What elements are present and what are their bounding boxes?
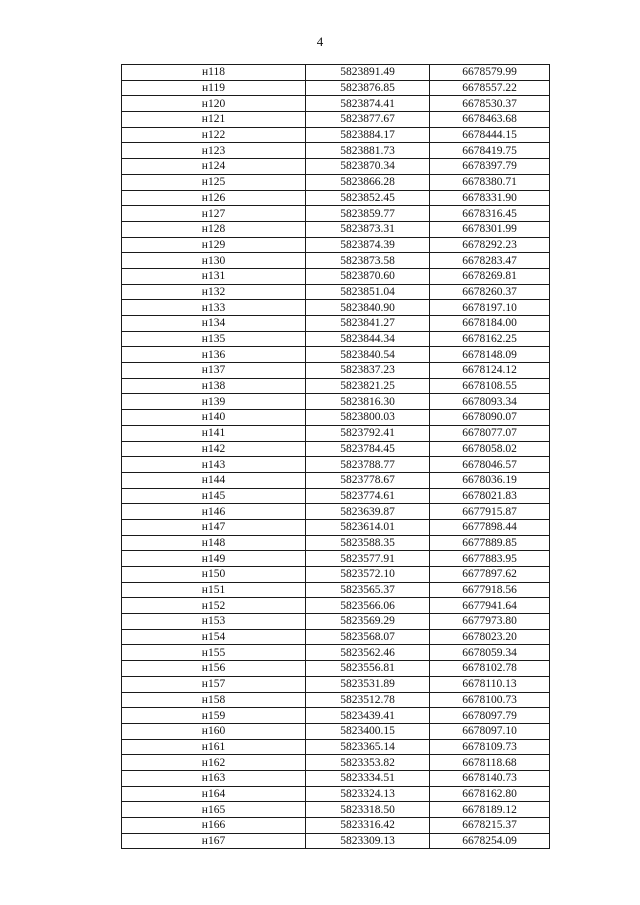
- table-row: [122, 504, 550, 520]
- table-row: [122, 708, 550, 724]
- y-coordinate-cell: 6678254.09: [430, 833, 550, 849]
- point-id-cell: н166: [122, 818, 306, 834]
- y-coordinate-cell: 6678023.20: [430, 629, 550, 645]
- x-coordinate-cell: 5823876.85: [306, 80, 430, 96]
- x-coordinate-cell: 5823792.41: [306, 425, 430, 441]
- point-id-cell: н152: [122, 598, 306, 614]
- x-coordinate-cell: 5823873.58: [306, 253, 430, 269]
- point-id-cell: н159: [122, 708, 306, 724]
- point-id-cell: н154: [122, 629, 306, 645]
- table-row: [122, 786, 550, 802]
- x-coordinate-cell: 5823316.42: [306, 818, 430, 834]
- table-row: [122, 629, 550, 645]
- point-id-cell: н120: [122, 96, 306, 112]
- y-coordinate-cell: 6678269.81: [430, 268, 550, 284]
- point-id-cell: н123: [122, 143, 306, 159]
- point-id-cell: н141: [122, 425, 306, 441]
- point-id-cell: н153: [122, 614, 306, 630]
- point-id-cell: н148: [122, 535, 306, 551]
- y-coordinate-cell: 6678463.68: [430, 112, 550, 128]
- point-id-cell: н151: [122, 582, 306, 598]
- table-row: [122, 268, 550, 284]
- table-row: [122, 112, 550, 128]
- point-id-cell: н142: [122, 441, 306, 457]
- y-coordinate-cell: 6678331.90: [430, 190, 550, 206]
- x-coordinate-cell: 5823400.15: [306, 723, 430, 739]
- y-coordinate-cell: 6677973.80: [430, 614, 550, 630]
- table-row: [122, 472, 550, 488]
- point-id-cell: н130: [122, 253, 306, 269]
- x-coordinate-cell: 5823353.82: [306, 755, 430, 771]
- y-coordinate-cell: 6677915.87: [430, 504, 550, 520]
- point-id-cell: н140: [122, 410, 306, 426]
- y-coordinate-cell: 6678124.12: [430, 363, 550, 379]
- y-coordinate-cell: 6677889.85: [430, 535, 550, 551]
- y-coordinate-cell: 6678058.02: [430, 441, 550, 457]
- x-coordinate-cell: 5823816.30: [306, 394, 430, 410]
- table-row: [122, 65, 550, 81]
- x-coordinate-cell: 5823309.13: [306, 833, 430, 849]
- y-coordinate-cell: 6678215.37: [430, 818, 550, 834]
- x-coordinate-cell: 5823840.90: [306, 300, 430, 316]
- x-coordinate-cell: 5823784.45: [306, 441, 430, 457]
- table-row: [122, 614, 550, 630]
- y-coordinate-cell: 6677918.56: [430, 582, 550, 598]
- x-coordinate-cell: 5823566.06: [306, 598, 430, 614]
- x-coordinate-cell: 5823568.07: [306, 629, 430, 645]
- y-coordinate-cell: 6678397.79: [430, 159, 550, 175]
- point-id-cell: н121: [122, 112, 306, 128]
- point-id-cell: н126: [122, 190, 306, 206]
- point-id-cell: н164: [122, 786, 306, 802]
- point-id-cell: н155: [122, 645, 306, 661]
- table-row: [122, 96, 550, 112]
- x-coordinate-cell: 5823821.25: [306, 378, 430, 394]
- table-row: [122, 582, 550, 598]
- table-row: [122, 441, 550, 457]
- x-coordinate-cell: 5823614.01: [306, 519, 430, 535]
- table-row: [122, 159, 550, 175]
- point-id-cell: н137: [122, 363, 306, 379]
- x-coordinate-cell: 5823800.03: [306, 410, 430, 426]
- table-row: [122, 80, 550, 96]
- table-row: [122, 425, 550, 441]
- table-row: [122, 535, 550, 551]
- table-row: [122, 692, 550, 708]
- table-row: [122, 316, 550, 332]
- x-coordinate-cell: 5823852.45: [306, 190, 430, 206]
- table-row: [122, 519, 550, 535]
- point-id-cell: н143: [122, 457, 306, 473]
- x-coordinate-cell: 5823569.29: [306, 614, 430, 630]
- x-coordinate-cell: 5823556.81: [306, 661, 430, 677]
- point-id-cell: н122: [122, 127, 306, 143]
- y-coordinate-cell: 6678419.75: [430, 143, 550, 159]
- x-coordinate-cell: 5823891.49: [306, 65, 430, 81]
- table-row: [122, 300, 550, 316]
- table-row: [122, 206, 550, 222]
- point-id-cell: н167: [122, 833, 306, 849]
- point-id-cell: н118: [122, 65, 306, 81]
- x-coordinate-cell: 5823874.39: [306, 237, 430, 253]
- y-coordinate-cell: 6678197.10: [430, 300, 550, 316]
- x-coordinate-cell: 5823873.31: [306, 221, 430, 237]
- y-coordinate-cell: 6678021.83: [430, 488, 550, 504]
- x-coordinate-cell: 5823318.50: [306, 802, 430, 818]
- point-id-cell: н149: [122, 551, 306, 567]
- point-id-cell: н133: [122, 300, 306, 316]
- y-coordinate-cell: 6678283.47: [430, 253, 550, 269]
- x-coordinate-cell: 5823778.67: [306, 472, 430, 488]
- point-id-cell: н119: [122, 80, 306, 96]
- point-id-cell: н127: [122, 206, 306, 222]
- y-coordinate-cell: 6678046.57: [430, 457, 550, 473]
- table-row: [122, 598, 550, 614]
- x-coordinate-cell: 5823837.23: [306, 363, 430, 379]
- x-coordinate-cell: 5823572.10: [306, 567, 430, 583]
- coordinates-table: [121, 64, 550, 849]
- y-coordinate-cell: 6677883.95: [430, 551, 550, 567]
- table-row: [122, 221, 550, 237]
- y-coordinate-cell: 6678100.73: [430, 692, 550, 708]
- point-id-cell: н161: [122, 739, 306, 755]
- point-id-cell: н158: [122, 692, 306, 708]
- point-id-cell: н128: [122, 221, 306, 237]
- table-row: [122, 331, 550, 347]
- y-coordinate-cell: 6678292.23: [430, 237, 550, 253]
- x-coordinate-cell: 5823565.37: [306, 582, 430, 598]
- x-coordinate-cell: 5823588.35: [306, 535, 430, 551]
- point-id-cell: н160: [122, 723, 306, 739]
- y-coordinate-cell: 6678260.37: [430, 284, 550, 300]
- y-coordinate-cell: 6678097.10: [430, 723, 550, 739]
- point-id-cell: н125: [122, 174, 306, 190]
- point-id-cell: н136: [122, 347, 306, 363]
- point-id-cell: н129: [122, 237, 306, 253]
- y-coordinate-cell: 6678162.25: [430, 331, 550, 347]
- y-coordinate-cell: 6678162.80: [430, 786, 550, 802]
- table-row: [122, 770, 550, 786]
- y-coordinate-cell: 6678059.34: [430, 645, 550, 661]
- point-id-cell: н135: [122, 331, 306, 347]
- table-row: [122, 661, 550, 677]
- y-coordinate-cell: 6678579.99: [430, 65, 550, 81]
- table-row: [122, 802, 550, 818]
- table-row: [122, 143, 550, 159]
- x-coordinate-cell: 5823774.61: [306, 488, 430, 504]
- y-coordinate-cell: 6678090.07: [430, 410, 550, 426]
- x-coordinate-cell: 5823841.27: [306, 316, 430, 332]
- x-coordinate-cell: 5823881.73: [306, 143, 430, 159]
- x-coordinate-cell: 5823866.28: [306, 174, 430, 190]
- y-coordinate-cell: 6677898.44: [430, 519, 550, 535]
- y-coordinate-cell: 6678316.45: [430, 206, 550, 222]
- y-coordinate-cell: 6678118.68: [430, 755, 550, 771]
- point-id-cell: н157: [122, 676, 306, 692]
- x-coordinate-cell: 5823788.77: [306, 457, 430, 473]
- table-row: [122, 645, 550, 661]
- y-coordinate-cell: 6678530.37: [430, 96, 550, 112]
- table-row: [122, 551, 550, 567]
- x-coordinate-cell: 5823365.14: [306, 739, 430, 755]
- x-coordinate-cell: 5823877.67: [306, 112, 430, 128]
- x-coordinate-cell: 5823577.91: [306, 551, 430, 567]
- x-coordinate-cell: 5823639.87: [306, 504, 430, 520]
- point-id-cell: н146: [122, 504, 306, 520]
- y-coordinate-cell: 6678077.07: [430, 425, 550, 441]
- y-coordinate-cell: 6678380.71: [430, 174, 550, 190]
- x-coordinate-cell: 5823439.41: [306, 708, 430, 724]
- table-row: [122, 488, 550, 504]
- point-id-cell: н138: [122, 378, 306, 394]
- point-id-cell: н162: [122, 755, 306, 771]
- x-coordinate-cell: 5823562.46: [306, 645, 430, 661]
- table-row: [122, 739, 550, 755]
- x-coordinate-cell: 5823870.60: [306, 268, 430, 284]
- point-id-cell: н134: [122, 316, 306, 332]
- y-coordinate-cell: 6677941.64: [430, 598, 550, 614]
- table-row: [122, 347, 550, 363]
- y-coordinate-cell: 6678148.09: [430, 347, 550, 363]
- y-coordinate-cell: 6678108.55: [430, 378, 550, 394]
- table-row: [122, 363, 550, 379]
- point-id-cell: н144: [122, 472, 306, 488]
- table-row: [122, 833, 550, 849]
- y-coordinate-cell: 6678093.34: [430, 394, 550, 410]
- y-coordinate-cell: 6678444.15: [430, 127, 550, 143]
- page-number: 4: [316, 34, 324, 49]
- point-id-cell: н150: [122, 567, 306, 583]
- y-coordinate-cell: 6678189.12: [430, 802, 550, 818]
- y-coordinate-cell: 6678109.73: [430, 739, 550, 755]
- point-id-cell: н145: [122, 488, 306, 504]
- x-coordinate-cell: 5823334.51: [306, 770, 430, 786]
- table-row: [122, 410, 550, 426]
- point-id-cell: н165: [122, 802, 306, 818]
- point-id-cell: н139: [122, 394, 306, 410]
- y-coordinate-cell: 6678557.22: [430, 80, 550, 96]
- x-coordinate-cell: 5823844.34: [306, 331, 430, 347]
- y-coordinate-cell: 6678036.19: [430, 472, 550, 488]
- y-coordinate-cell: 6678102.78: [430, 661, 550, 677]
- table-row: [122, 676, 550, 692]
- y-coordinate-cell: 6678097.79: [430, 708, 550, 724]
- x-coordinate-cell: 5823531.89: [306, 676, 430, 692]
- table-row: [122, 723, 550, 739]
- table-row: [122, 755, 550, 771]
- x-coordinate-cell: 5823512.78: [306, 692, 430, 708]
- table-row: [122, 567, 550, 583]
- y-coordinate-cell: 6678140.73: [430, 770, 550, 786]
- x-coordinate-cell: 5823851.04: [306, 284, 430, 300]
- point-id-cell: н147: [122, 519, 306, 535]
- x-coordinate-cell: 5823884.17: [306, 127, 430, 143]
- point-id-cell: н132: [122, 284, 306, 300]
- y-coordinate-cell: 6678184.00: [430, 316, 550, 332]
- table-row: [122, 818, 550, 834]
- x-coordinate-cell: 5823870.34: [306, 159, 430, 175]
- x-coordinate-cell: 5823324.13: [306, 786, 430, 802]
- x-coordinate-cell: 5823840.54: [306, 347, 430, 363]
- x-coordinate-cell: 5823874.41: [306, 96, 430, 112]
- table-row: [122, 284, 550, 300]
- y-coordinate-cell: 6678110.13: [430, 676, 550, 692]
- x-coordinate-cell: 5823859.77: [306, 206, 430, 222]
- table-row: [122, 378, 550, 394]
- table-row: [122, 237, 550, 253]
- table-row: [122, 127, 550, 143]
- table-row: [122, 394, 550, 410]
- y-coordinate-cell: 6677897.62: [430, 567, 550, 583]
- point-id-cell: н156: [122, 661, 306, 677]
- point-id-cell: н124: [122, 159, 306, 175]
- point-id-cell: н131: [122, 268, 306, 284]
- y-coordinate-cell: 6678301.99: [430, 221, 550, 237]
- point-id-cell: н163: [122, 770, 306, 786]
- table-row: [122, 174, 550, 190]
- table-row: [122, 190, 550, 206]
- table-row: [122, 457, 550, 473]
- coordinates-table-body: [122, 65, 550, 849]
- table-row: [122, 253, 550, 269]
